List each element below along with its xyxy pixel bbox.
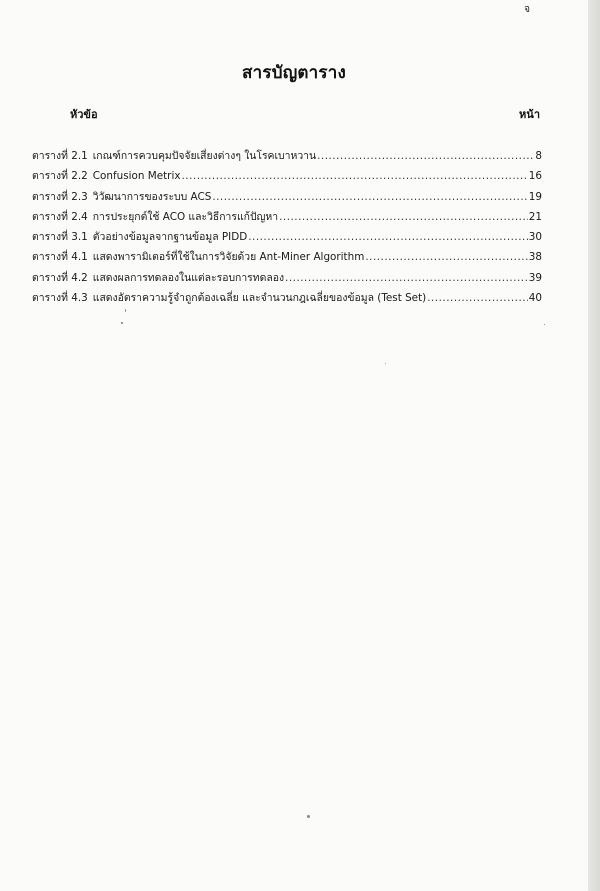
toc-entry bbox=[32, 147, 542, 167]
toc-entry bbox=[32, 208, 542, 228]
dot-leader bbox=[248, 231, 528, 243]
toc-heading-row bbox=[70, 105, 540, 123]
toc-entry-page: 19 bbox=[528, 190, 542, 203]
toc-entry-text: วิวัฒนาการของระบบ ACS bbox=[92, 190, 212, 203]
toc-entry-page: 38 bbox=[528, 251, 542, 264]
toc-entry-page: 30 bbox=[528, 231, 542, 244]
toc-entry-title bbox=[32, 167, 180, 184]
toc-entry-text: ตัวอย่างข้อมูลจากฐานข้อมูล PIDD bbox=[92, 231, 248, 244]
scan-speck bbox=[125, 309, 126, 312]
toc-entry bbox=[32, 228, 542, 248]
topic-heading: หัวข้อ bbox=[70, 108, 98, 121]
toc-entry-number: ตารางที่ 4.2 bbox=[32, 271, 88, 284]
toc-entry-text: Confusion Metrix bbox=[92, 170, 181, 183]
toc-entry-title bbox=[32, 188, 211, 205]
toc-entry-page: 8 bbox=[535, 150, 542, 162]
toc-entry-number: ตารางที่ 4.3 bbox=[32, 292, 88, 305]
toc-entry-page: 16 bbox=[528, 170, 542, 183]
toc-entry bbox=[32, 188, 542, 208]
scan-speck bbox=[121, 322, 123, 324]
toc-entry-page: 39 bbox=[528, 271, 542, 284]
toc-entry-number: ตารางที่ 2.3 bbox=[32, 190, 88, 203]
dot-leader bbox=[427, 292, 528, 304]
dot-leader bbox=[317, 150, 534, 162]
toc-entry-text: การประยุกต์ใช้ ACO และวิธีการแก้ปัญหา bbox=[92, 210, 279, 223]
toc-entry-text: แสดงอัตราความรู้จำถูกต้องเฉลี่ย และจำนวนกฎเฉลี่ยของข้อมูล (Test Set) bbox=[92, 292, 427, 305]
dot-leader bbox=[285, 272, 528, 284]
scan-speck bbox=[544, 324, 545, 325]
dot-leader bbox=[279, 211, 528, 223]
toc-entry-text: เกณฑ์การควบคุมปัจจัยเสี่ยงต่างๆ ในโรคเบาหวาน bbox=[92, 150, 317, 162]
page-title: สารบัญตาราง bbox=[242, 63, 346, 83]
dot-leader bbox=[212, 191, 527, 203]
toc-entry bbox=[32, 248, 542, 268]
toc-entry-title bbox=[32, 228, 247, 245]
toc-entry-number: ตารางที่ 4.1 bbox=[32, 251, 88, 264]
table-of-tables bbox=[32, 147, 542, 309]
dot-leader bbox=[181, 170, 527, 182]
toc-entry-number: ตารางที่ 2.4 bbox=[32, 210, 88, 223]
scan-speck bbox=[385, 363, 386, 364]
toc-entry-number: ตารางที่ 2.1 bbox=[32, 150, 88, 162]
toc-entry-page: 21 bbox=[528, 210, 542, 223]
toc-entry bbox=[32, 167, 542, 187]
toc-entry bbox=[32, 269, 542, 289]
page-edge bbox=[588, 0, 600, 891]
toc-entry bbox=[32, 289, 542, 309]
toc-entry-title bbox=[32, 289, 426, 306]
page-number: จ bbox=[524, 4, 530, 15]
toc-entry-number: ตารางที่ 2.2 bbox=[32, 170, 88, 183]
page-heading: หน้า bbox=[519, 108, 540, 121]
toc-entry-text: แสดงผลการทดลองในแต่ละรอบการทดลอง bbox=[92, 271, 285, 284]
toc-entry-number: ตารางที่ 3.1 bbox=[32, 231, 88, 244]
scan-speck bbox=[307, 815, 310, 818]
toc-entry-title bbox=[32, 248, 364, 265]
toc-entry-title bbox=[32, 147, 316, 164]
toc-entry-text: แสดงพารามิเตอร์ที่ใช้ในการวิจัยด้วย Ant-Miner Algorithm bbox=[92, 251, 365, 264]
toc-entry-page: 40 bbox=[528, 292, 542, 305]
dot-leader bbox=[365, 251, 527, 263]
toc-entry-title bbox=[32, 269, 284, 286]
toc-entry-title bbox=[32, 208, 278, 225]
